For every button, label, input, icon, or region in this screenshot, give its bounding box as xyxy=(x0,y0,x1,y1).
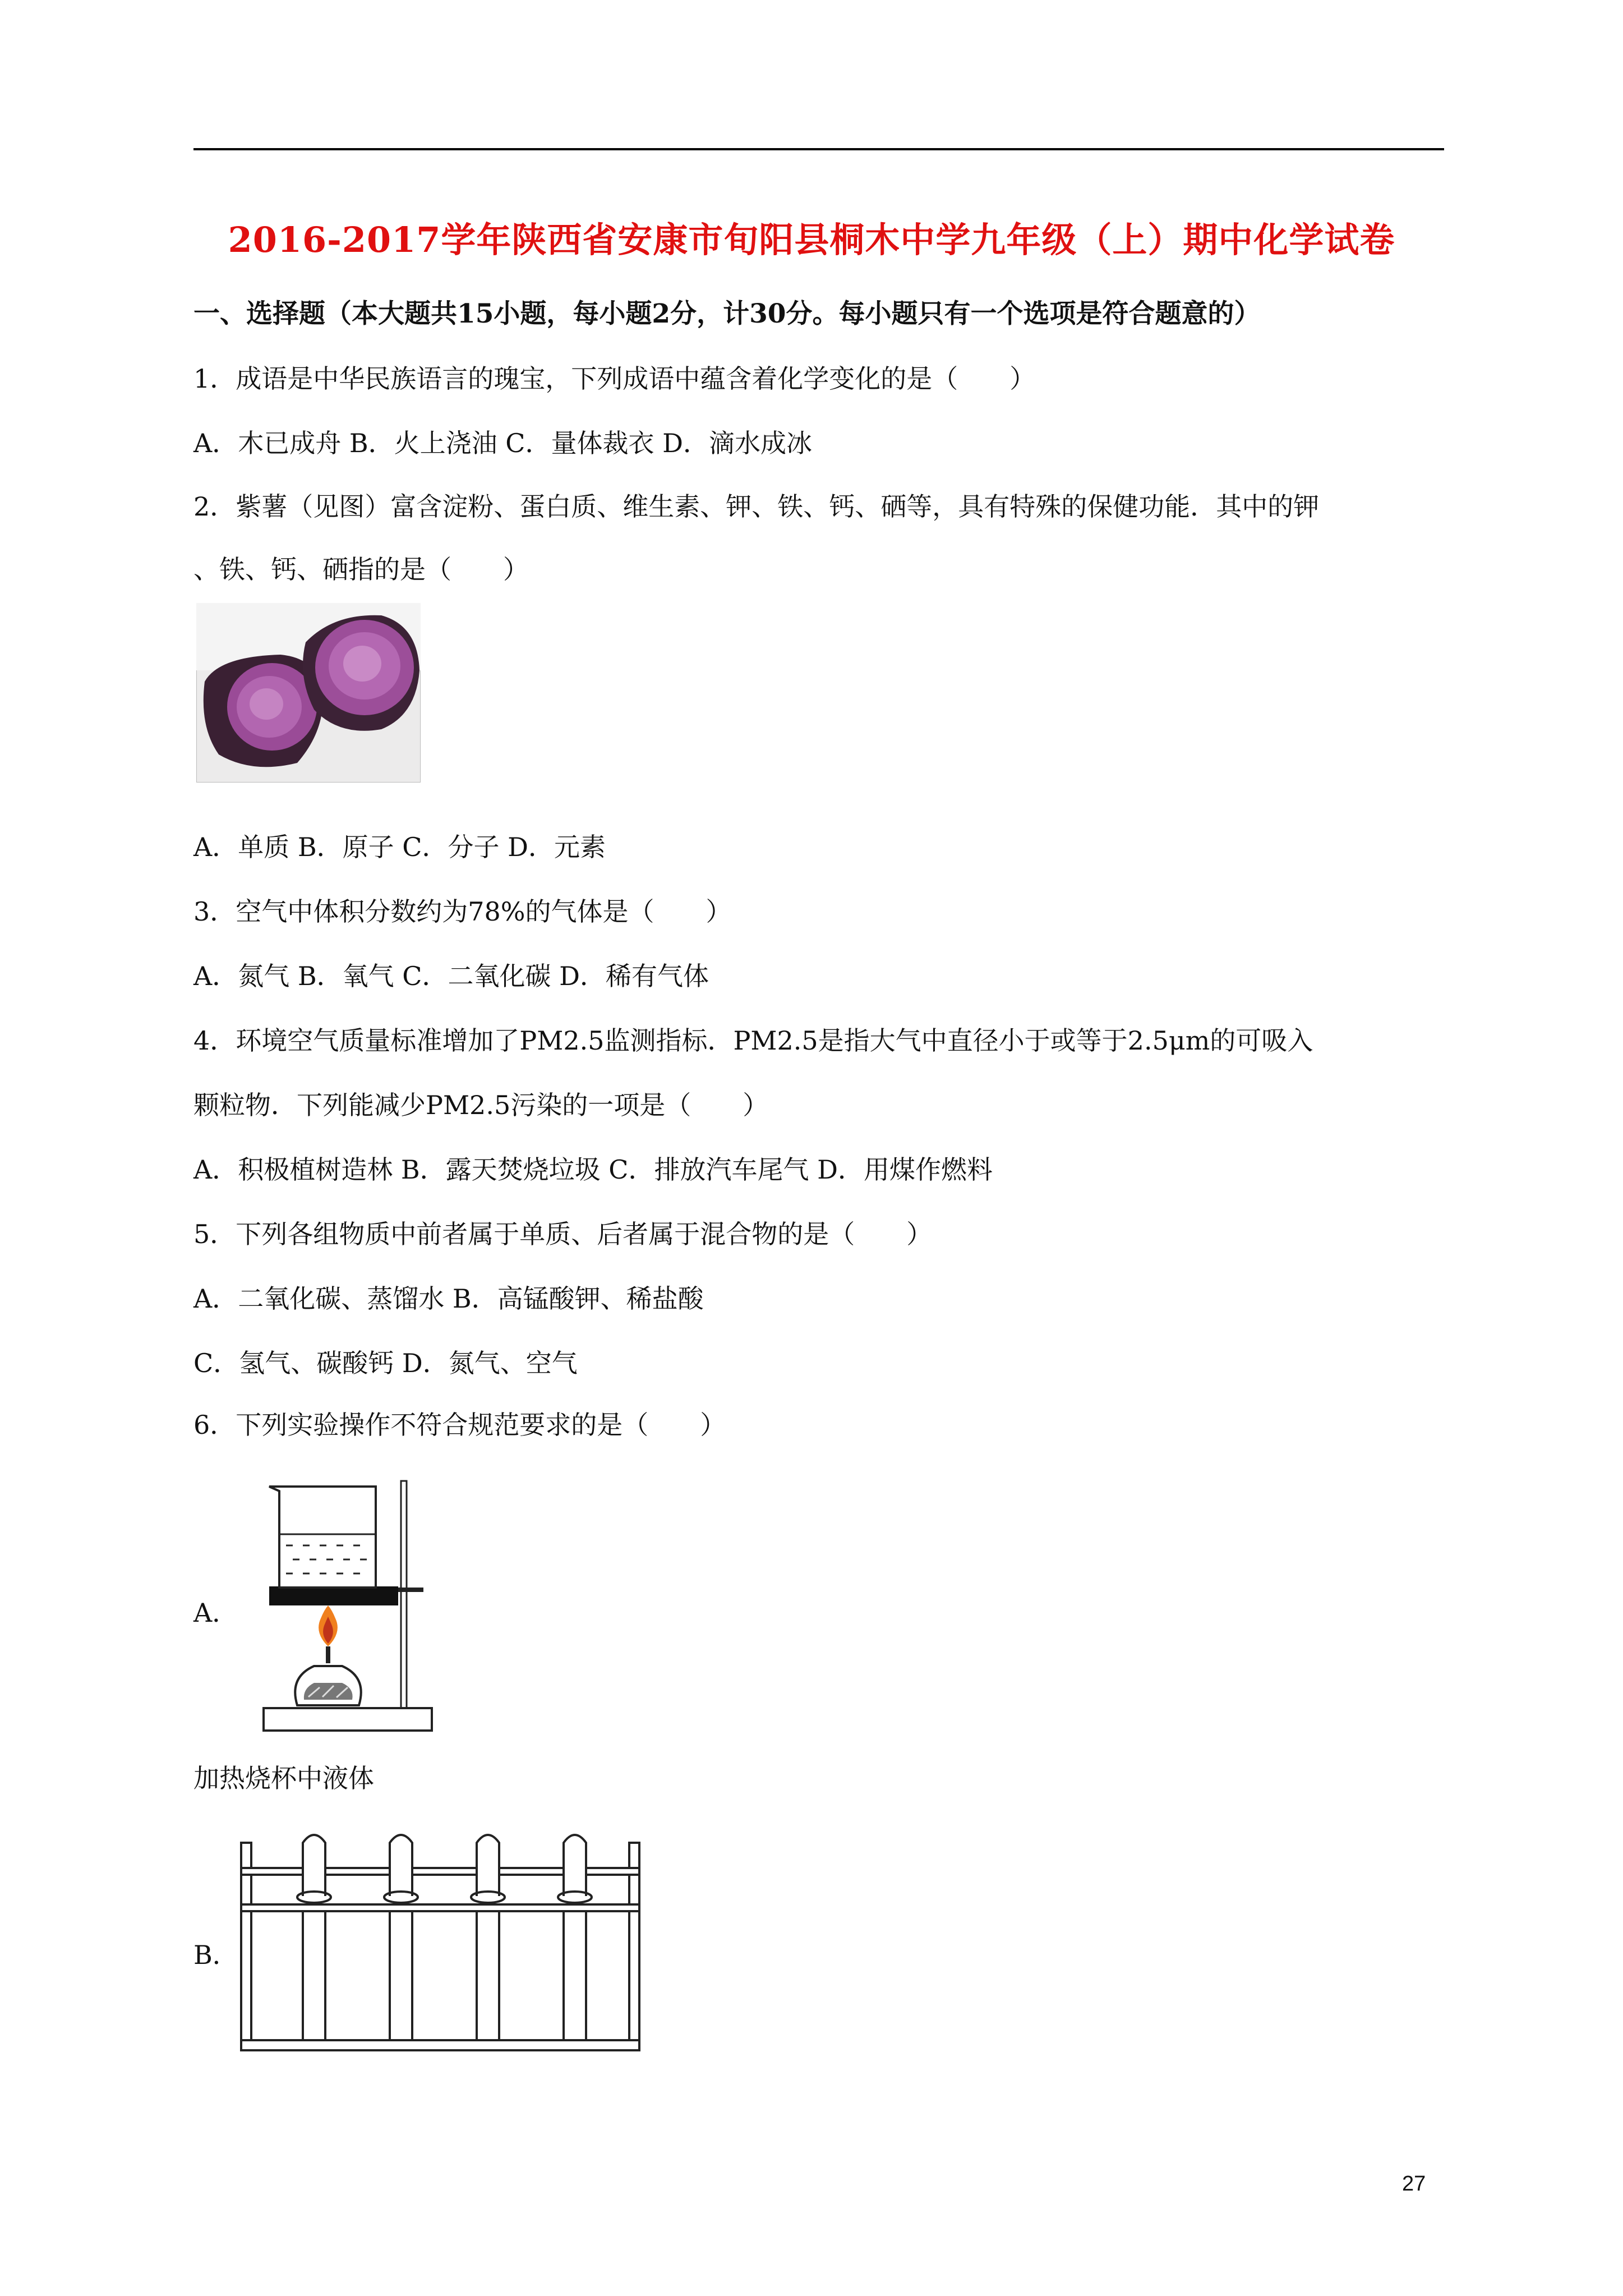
option-a-caption: 加热烧杯中液体 xyxy=(193,1763,374,1793)
purple-sweet-potato-image xyxy=(196,603,421,783)
question-4-options: A．积极植树造林 B．露天焚烧垃圾 C．排放汽车尾气 D．用煤作燃料 xyxy=(193,1154,993,1185)
question-3-stem: 3．空气中体积分数约为78%的气体是（ ） xyxy=(193,896,732,927)
question-1-stem: 1．成语是中华民族语言的瑰宝，下列成语中蕴含着化学变化的是（ ） xyxy=(193,364,1036,394)
question-4-stem-line1: 4．环境空气质量标准增加了PM2.5监测指标．PM2.5是指大气中直径小于或等于2.5μm的可吸入 xyxy=(193,1025,1313,1056)
question-5-options-line1: A．二氧化碳、蒸馏水 B．高锰酸钾、稀盐酸 xyxy=(193,1283,704,1314)
option-b-label: B． xyxy=(193,1940,238,1970)
beaker-heating-diagram xyxy=(258,1475,449,1745)
question-3-options: A．氮气 B．氧气 C．二氧化碳 D．稀有气体 xyxy=(193,961,709,991)
question-5-stem: 5．下列各组物质中前者属于单质、后者属于混合物的是（ ） xyxy=(193,1219,933,1249)
page-number: 27 xyxy=(1402,2172,1426,2196)
test-tube-rack-diagram xyxy=(236,1820,651,2056)
question-1-options: A．木已成舟 B．火上浇油 C．量体裁衣 D．滴水成冰 xyxy=(193,428,812,458)
exam-title: 2016-2017学年陕西省安康市旬阳县桐木中学九年级（上）期中化学试卷 xyxy=(228,219,1395,260)
question-6-stem: 6．下列实验操作不符合规范要求的是（ ） xyxy=(193,1410,726,1440)
header-rule xyxy=(193,148,1444,150)
question-4-stem-line2: 颗粒物．下列能减少PM2.5污染的一项是（ ） xyxy=(193,1090,769,1120)
section-heading: 一、选择题（本大题共15小题，每小题2分，计30分。每小题只有一个选项是符合题意的） xyxy=(193,298,1261,329)
question-2-stem-line1: 2．紫薯（见图）富含淀粉、蛋白质、维生素、钾、铁、钙、硒等，具有特殊的保健功能．其中的钾 xyxy=(193,491,1320,522)
option-a-label: A． xyxy=(193,1598,238,1628)
question-2-stem-line2: 、铁、钙、硒指的是（ ） xyxy=(193,554,529,585)
question-5-options-line2: C．氢气、碳酸钙 D．氮气、空气 xyxy=(193,1348,578,1378)
question-2-options: A．单质 B．原子 C．分子 D．元素 xyxy=(193,832,606,862)
